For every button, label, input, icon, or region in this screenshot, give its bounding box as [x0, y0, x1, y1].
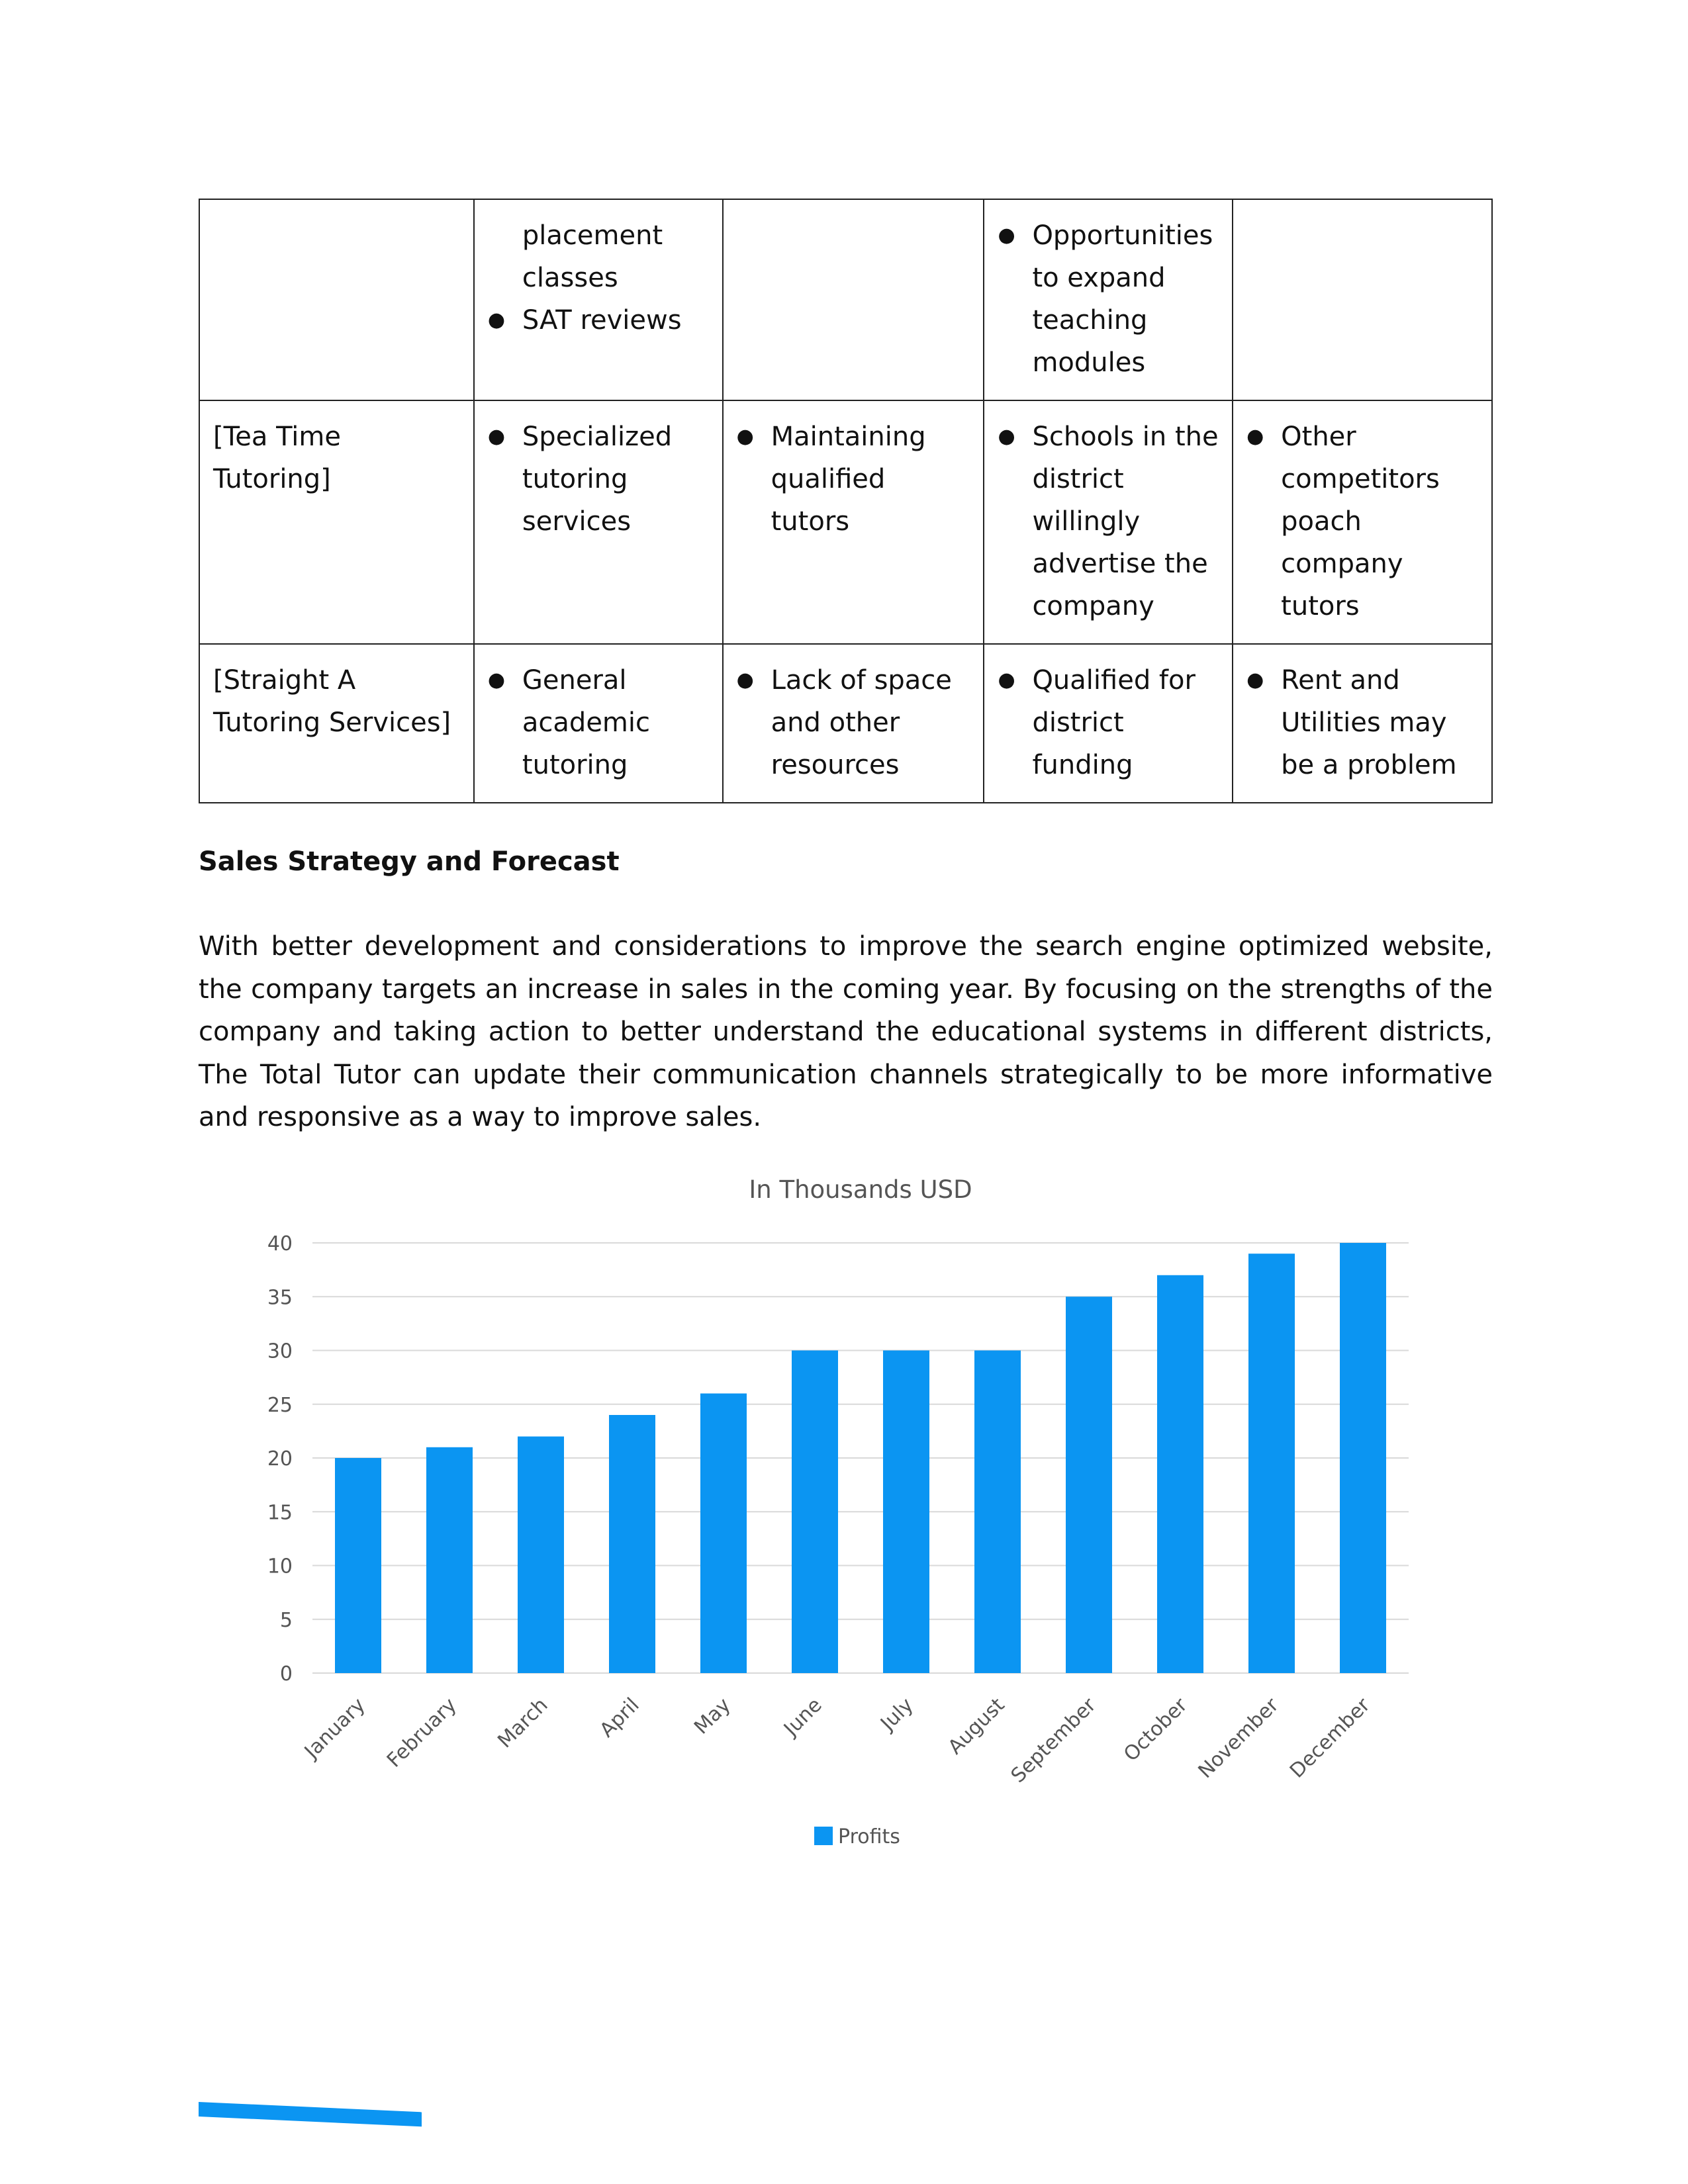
table-cell — [723, 199, 984, 400]
table-cell — [723, 644, 984, 803]
bullet-list — [998, 659, 1219, 786]
table-cell — [723, 400, 984, 644]
bar — [974, 1351, 1021, 1674]
competitor-name-cell — [199, 400, 474, 644]
x-tick-label: July — [876, 1693, 918, 1735]
section-heading: Sales Strategy and Forecast — [199, 846, 620, 877]
table-cell — [1233, 644, 1492, 803]
bullet-list — [488, 416, 709, 543]
table-cell — [474, 644, 723, 803]
x-tick-label: December — [1285, 1693, 1375, 1783]
bullet-item: ● Maintaining qualified tutors — [737, 416, 970, 543]
chart-title: In Thousands USD — [749, 1175, 972, 1204]
bullet-item: ● Other competitors poach company tutors — [1246, 416, 1478, 627]
x-tick-label: May — [690, 1693, 735, 1739]
competitor-name-cell — [199, 644, 474, 803]
bullet-list — [488, 659, 709, 786]
y-tick-label: 0 — [279, 1662, 293, 1686]
bullet-list — [1246, 659, 1478, 786]
competitor-analysis-table — [199, 199, 1493, 803]
x-tick-label: November — [1194, 1693, 1284, 1784]
table-cell — [984, 199, 1233, 400]
competitor-name: [Straight A Tutoring Services] — [213, 665, 451, 738]
table-row — [199, 644, 1492, 803]
bar — [1248, 1253, 1295, 1673]
bar — [700, 1394, 747, 1674]
bullet-item: placement classes — [522, 220, 663, 293]
sales-strategy-paragraph: With better development and considerations to improve the search engine optimized website, the company targets an increase in sales in the coming year. By focusing on the strengths of the company and taking action to better understand the educational systems in different districts, The Total Tutor can update their communication channels strategically to be more informative and responsive as a way to improve sales. — [199, 931, 1493, 1132]
bar — [1066, 1297, 1112, 1673]
bullet-list — [488, 214, 709, 341]
table-cell — [1233, 199, 1492, 400]
table-row — [199, 400, 1492, 644]
profits-bar-chart — [232, 1165, 1423, 1860]
bullet-item: ● Schools in the district willingly advertise the company — [998, 416, 1219, 627]
y-tick-label: 5 — [279, 1608, 293, 1632]
x-tick-label: September — [1006, 1693, 1101, 1788]
x-tick-label: June — [779, 1693, 827, 1741]
y-tick-label: 35 — [267, 1286, 293, 1310]
bullet-item: ● Rent and Utilities may be a problem — [1246, 659, 1478, 786]
bullet-item: ● Lack of space and other resources — [737, 659, 970, 786]
bullet-item: ● General academic tutoring — [488, 659, 709, 786]
bullet-item: ● Qualified for district funding — [998, 659, 1219, 786]
table-row — [199, 199, 1492, 400]
table-cell — [984, 400, 1233, 644]
bullet-list — [1246, 416, 1478, 627]
bar — [609, 1415, 655, 1673]
bullet-list — [737, 659, 970, 786]
bar — [1340, 1243, 1386, 1673]
bullet-list — [737, 416, 970, 543]
bar — [518, 1437, 564, 1674]
table-cell — [474, 199, 723, 400]
x-tick-label: October — [1119, 1693, 1192, 1766]
legend-swatch — [814, 1827, 833, 1845]
x-tick-label: April — [595, 1693, 644, 1743]
bullet-item: ● SAT reviews — [488, 299, 709, 341]
y-tick-label: 15 — [267, 1501, 293, 1525]
x-tick-label: January — [300, 1693, 370, 1764]
y-tick-label: 40 — [267, 1232, 293, 1255]
x-tick-label: August — [943, 1693, 1009, 1759]
y-tick-label: 10 — [267, 1555, 293, 1578]
table-cell — [984, 644, 1233, 803]
bullet-item: ● Opportunities to expand teaching modules — [998, 214, 1219, 384]
y-tick-label: 20 — [267, 1447, 293, 1471]
bullet-list — [998, 214, 1219, 384]
x-tick-label: March — [493, 1693, 553, 1753]
legend-label: Profits — [838, 1825, 900, 1848]
bar — [426, 1447, 473, 1673]
footer-accent-bar — [199, 2102, 422, 2126]
y-tick-label: 30 — [267, 1340, 293, 1363]
table-cell — [1233, 400, 1492, 644]
x-tick-label: February — [382, 1693, 461, 1772]
bar — [1157, 1275, 1203, 1673]
bar — [883, 1351, 929, 1674]
competitor-name-cell — [199, 199, 474, 400]
bullet-item: ● Specialized tutoring services — [488, 416, 709, 543]
bullet-list — [998, 416, 1219, 627]
competitor-name: [Tea Time Tutoring] — [213, 422, 341, 494]
table-cell — [474, 400, 723, 644]
bar — [335, 1458, 381, 1673]
bar — [792, 1351, 838, 1674]
y-tick-label: 25 — [267, 1393, 293, 1417]
